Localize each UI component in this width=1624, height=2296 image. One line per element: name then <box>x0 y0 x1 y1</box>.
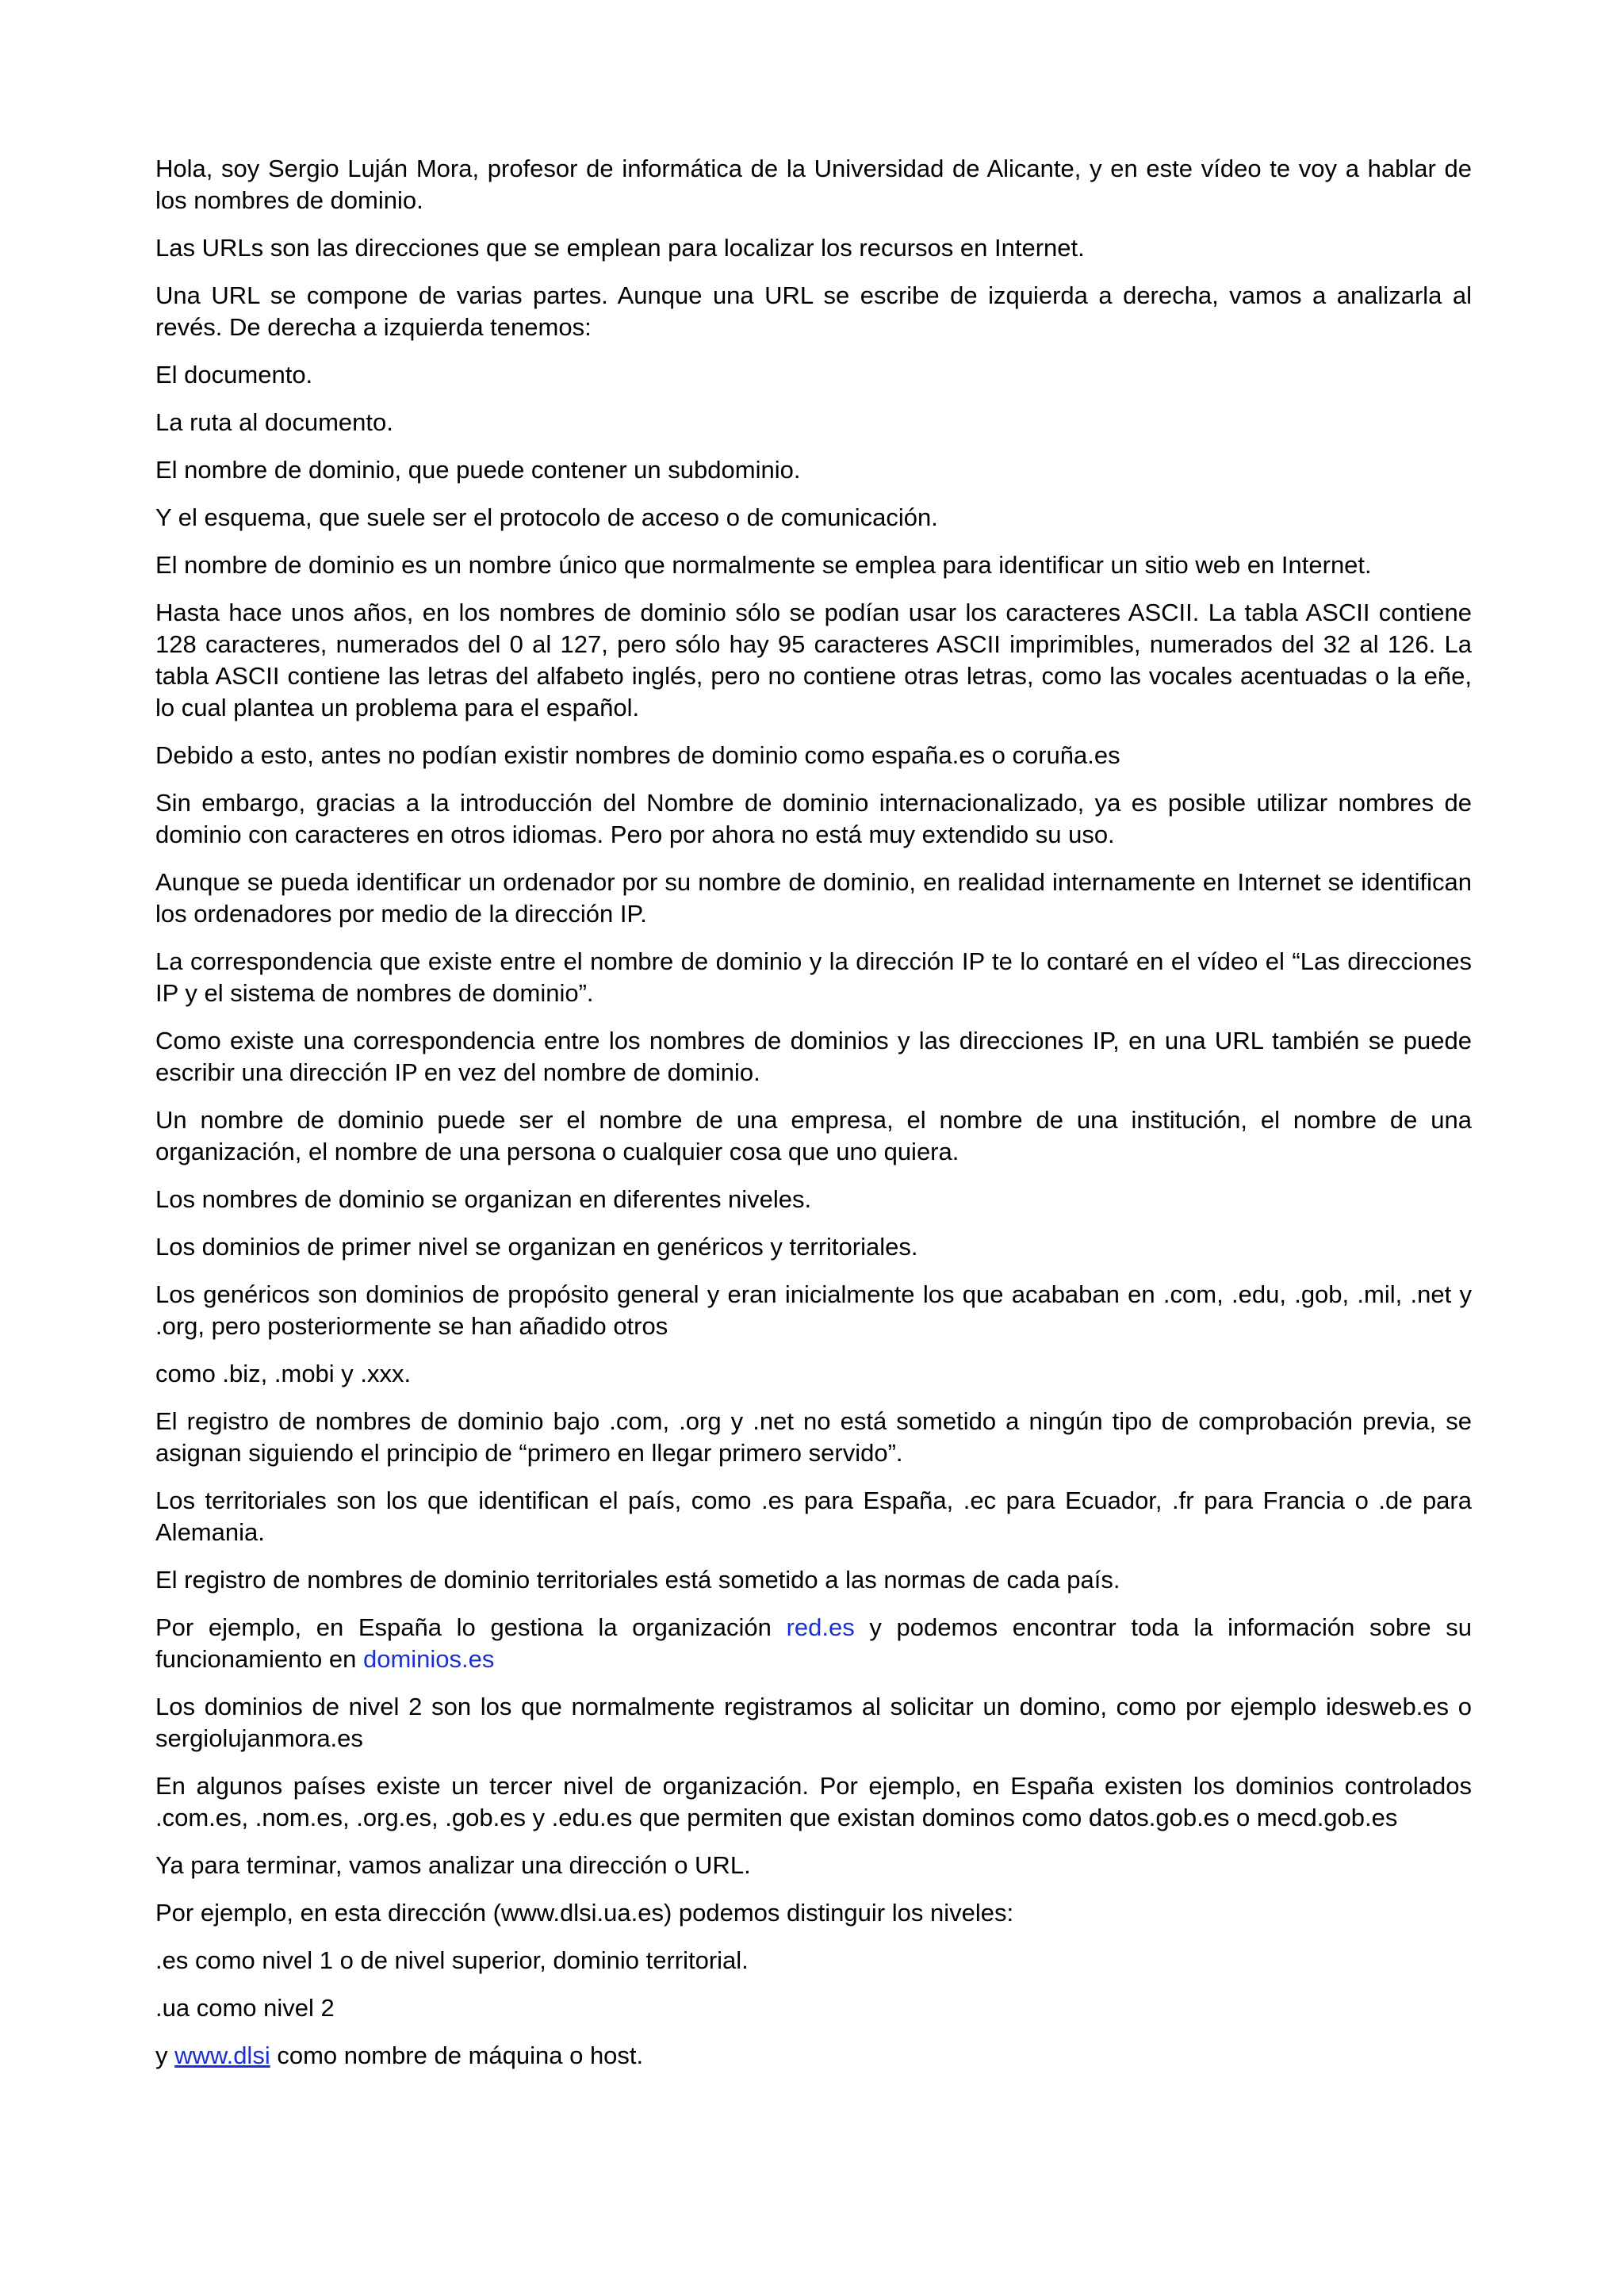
dominios-es-link[interactable]: dominios.es <box>362 1645 495 1673</box>
paragraph-nivel-2: Los dominios de nivel 2 son los que normalmente registramos al solicitar un domino, como por ejemplo idesweb.es o sergiolujanmora.es <box>155 1693 1472 1752</box>
host-text-after: como nombre de máquina o host. <box>270 2042 644 2069</box>
paragraph-registro-territoriales: El registro de nombres de dominio territoriales está sometido a las normas de cada país. <box>155 1566 1120 1594</box>
paragraph-empresa: Un nombre de dominio puede ser el nombre de una empresa, el nombre de una institución, el nombre de una organización, el nombre de una persona o cualquier cosa que uno quiera. <box>155 1106 1472 1165</box>
paragraph-territoriales: Los territoriales son los que identifican el país, como .es para España, .ec para Ecuador, .fr para Francia o .de para Alemania. <box>155 1487 1472 1546</box>
paragraph-url-parts: Una URL se compone de varias partes. Aunque una URL se escribe de izquierda a derecha, vamos a analizarla al revés. De derecha a izquierda tenemos: <box>155 281 1472 341</box>
paragraph-idn: Sin embargo, gracias a la introducción del Nombre de dominio internacionalizado, ya es posible utilizar nombres de dominio con caracteres en otros idiomas. Pero por ahora no está muy extendido su uso. <box>155 789 1472 848</box>
paragraph-documento: El documento. <box>155 361 313 388</box>
paragraph-red-es <box>155 1612 1472 1675</box>
www-dlsi-link[interactable]: www.dlsi <box>174 2042 270 2069</box>
paragraph-espana-coruna: Debido a esto, antes no podían existir nombres de dominio como españa.es o coruña.es <box>155 741 1120 769</box>
paragraph-url-ip: Como existe una correspondencia entre los nombres de dominios y las direcciones IP, en una URL también se puede escribir una dirección IP en vez del nombre de dominio. <box>155 1027 1472 1086</box>
red-es-text-before: Por ejemplo, en España lo gestiona la organización <box>155 1613 787 1641</box>
paragraph-nivel-ua: .ua como nivel 2 <box>155 1994 335 2022</box>
paragraph-tercer-nivel: En algunos países existe un tercer nivel de organización. Por ejemplo, en España existen los dominios controlados .com.es, .nom.es, .org.es, .gob.es y .edu.es que permiten que existan dominos como datos.gob.es o mecd.gob.es <box>155 1772 1472 1831</box>
paragraph-primer-nivel: Los dominios de primer nivel se organizan en genéricos y territoriales. <box>155 1233 918 1261</box>
paragraph-ascii: Hasta hace unos años, en los nombres de dominio sólo se podían usar los caracteres ASCII. La tabla ASCII contiene 128 caracteres, numerados del 0 al 127, pero sólo hay 95 caracteres ASCII imprimibles, numerados del 32 al 126. La tabla ASCII contiene las letras del alfabeto inglés, pero no contiene otras letras, como las vocales acentuadas o la eñe, lo cual plantea un problema para el español. <box>155 599 1472 721</box>
paragraph-nombre-dominio: El nombre de dominio, que puede contener un subdominio. <box>155 456 801 484</box>
paragraph-ruta: La ruta al documento. <box>155 408 393 436</box>
paragraph-biz-mobi: como .biz, .mobi y .xxx. <box>155 1360 412 1387</box>
paragraph-correspondencia: La correspondencia que existe entre el nombre de dominio y la dirección IP te lo contaré en el vídeo el “Las direcciones IP y el sistema de nombres de dominio”. <box>155 947 1472 1007</box>
paragraph-registro-com: El registro de nombres de dominio bajo .com, .org y .net no está sometido a ningún tipo de comprobación previa, se asignan siguiendo el principio de “primero en llegar primero servido”. <box>155 1407 1472 1467</box>
paragraph-esquema: Y el esquema, que suele ser el protocolo de acceso o de comunicación. <box>155 503 938 531</box>
paragraph-nivel-es: .es como nivel 1 o de nivel superior, dominio territorial. <box>155 1946 749 1974</box>
paragraph-terminar: Ya para terminar, vamos analizar una dirección o URL. <box>155 1851 751 1879</box>
paragraph-genericos: Los genéricos son dominios de propósito general y eran inicialmente los que acababan en .com, .edu, .gob, .mil, .net y .org, pero posteriormente se han añadido otros <box>155 1280 1472 1340</box>
paragraph-ejemplo-direccion: Por ejemplo, en esta dirección (www.dlsi.ua.es) podemos distinguir los niveles: <box>155 1899 1014 1927</box>
paragraph-intro: Hola, soy Sergio Luján Mora, profesor de informática de la Universidad de Alicante, y en este vídeo te voy a hablar de los nombres de dominio. <box>155 155 1472 214</box>
document-body <box>155 153 1472 2087</box>
paragraph-host <box>155 2040 1472 2072</box>
red-es-text-middle: y podemos encontrar toda la información sobre su funcionamiento en <box>155 1613 1472 1673</box>
paragraph-niveles: Los nombres de dominio se organizan en diferentes niveles. <box>155 1185 812 1213</box>
red-es-link[interactable]: red.es <box>786 1613 855 1641</box>
paragraph-nombre-unico: El nombre de dominio es un nombre único que normalmente se emplea para identificar un sitio web en Internet. <box>155 551 1372 579</box>
paragraph-urls: Las URLs son las direcciones que se emplean para localizar los recursos en Internet. <box>155 234 1085 262</box>
paragraph-ip: Aunque se pueda identificar un ordenador por su nombre de dominio, en realidad internamente en Internet se identifican los ordenadores por medio de la dirección IP. <box>155 868 1472 928</box>
host-text-before: y <box>155 2042 175 2069</box>
